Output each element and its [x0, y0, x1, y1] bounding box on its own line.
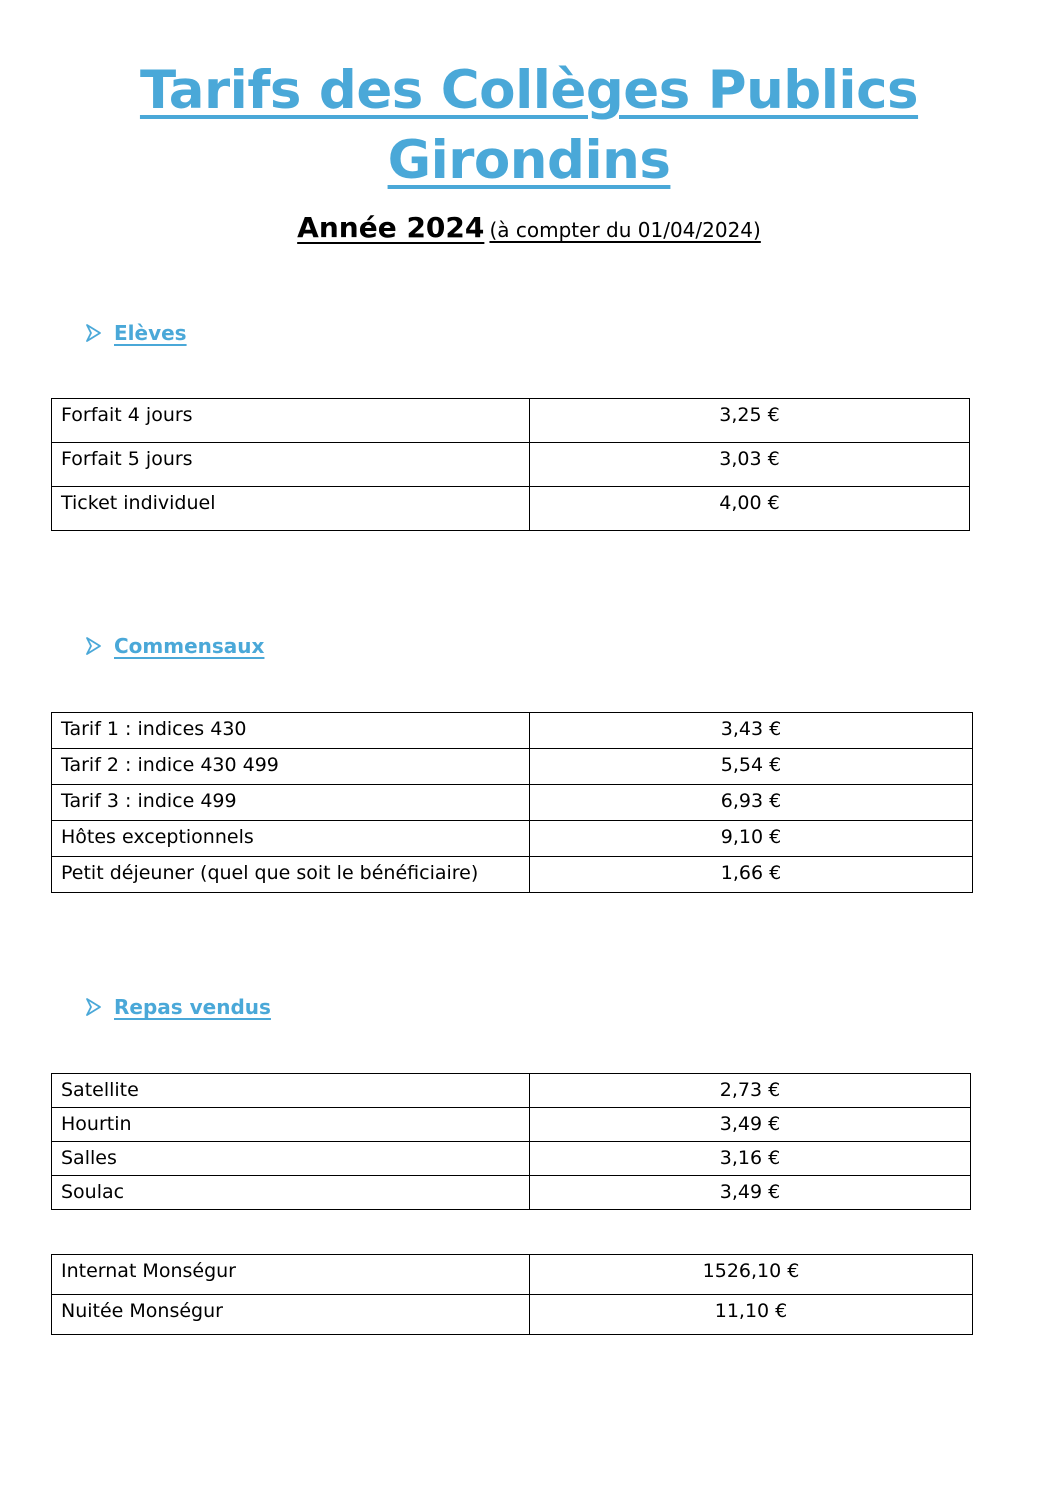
- row-label: Tarif 2 : indice 430 499: [52, 749, 530, 785]
- arrow-right-icon: [82, 996, 104, 1018]
- price-table-eleves: [51, 398, 970, 531]
- table-row: [52, 1295, 973, 1335]
- year-heading: [0, 208, 1058, 252]
- row-price: 1,66 €: [530, 857, 973, 893]
- row-label: Petit déjeuner (quel que soit le bénéficiaire): [52, 857, 530, 893]
- page-title: [0, 56, 1058, 196]
- table-row: [52, 785, 973, 821]
- section-heading-repas-vendus: [82, 990, 271, 1024]
- row-price: 2,73 €: [530, 1074, 971, 1108]
- table-row: [52, 713, 973, 749]
- row-price: 3,16 €: [530, 1142, 971, 1176]
- section-title-commensaux: Commensaux: [114, 634, 265, 658]
- row-price: 11,10 €: [530, 1295, 973, 1335]
- year-note: (à compter du 01/04/2024): [489, 218, 761, 242]
- row-price: 1526,10 €: [530, 1255, 973, 1295]
- table-row: [52, 399, 970, 443]
- arrow-right-icon: [82, 635, 104, 657]
- section-heading-eleves: [82, 316, 187, 350]
- row-label: Tarif 3 : indice 499: [52, 785, 530, 821]
- row-price: 9,10 €: [530, 821, 973, 857]
- table-row: [52, 1142, 971, 1176]
- row-price: 3,49 €: [530, 1108, 971, 1142]
- row-label: Nuitée Monségur: [52, 1295, 530, 1335]
- section-heading-commensaux: [82, 629, 264, 663]
- row-price: 3,25 €: [530, 399, 970, 443]
- row-label: Ticket individuel: [52, 487, 530, 531]
- row-price: 3,49 €: [530, 1176, 971, 1210]
- row-label: Salles: [52, 1142, 530, 1176]
- table-row: [52, 487, 970, 531]
- table-row: [52, 749, 973, 785]
- price-table-repas-vendus: [51, 1073, 971, 1210]
- row-price: 5,54 €: [530, 749, 973, 785]
- table-row: [52, 443, 970, 487]
- table-row: [52, 1176, 971, 1210]
- row-price: 6,93 €: [530, 785, 973, 821]
- table-row: [52, 857, 973, 893]
- row-label: Forfait 5 jours: [52, 443, 530, 487]
- row-price: 3,03 €: [530, 443, 970, 487]
- arrow-right-icon: [82, 322, 104, 344]
- row-price: 3,43 €: [530, 713, 973, 749]
- table-row: [52, 1255, 973, 1295]
- row-label: Hôtes exceptionnels: [52, 821, 530, 857]
- row-label: Hourtin: [52, 1108, 530, 1142]
- row-label: Tarif 1 : indices 430: [52, 713, 530, 749]
- price-table-commensaux: [51, 712, 973, 893]
- page-title-text: Tarifs des Collèges Publics Girondins: [139, 60, 919, 191]
- table-row: [52, 1108, 971, 1142]
- row-label: Soulac: [52, 1176, 530, 1210]
- year-label: Année 2024: [297, 211, 485, 244]
- section-title-repas-vendus: Repas vendus: [114, 995, 271, 1019]
- row-label: Internat Monségur: [52, 1255, 530, 1295]
- table-row: [52, 1074, 971, 1108]
- table-row: [52, 821, 973, 857]
- row-label: Forfait 4 jours: [52, 399, 530, 443]
- section-title-eleves: Elèves: [114, 321, 187, 345]
- row-price: 4,00 €: [530, 487, 970, 531]
- row-label: Satellite: [52, 1074, 530, 1108]
- price-table-internat: [51, 1254, 973, 1335]
